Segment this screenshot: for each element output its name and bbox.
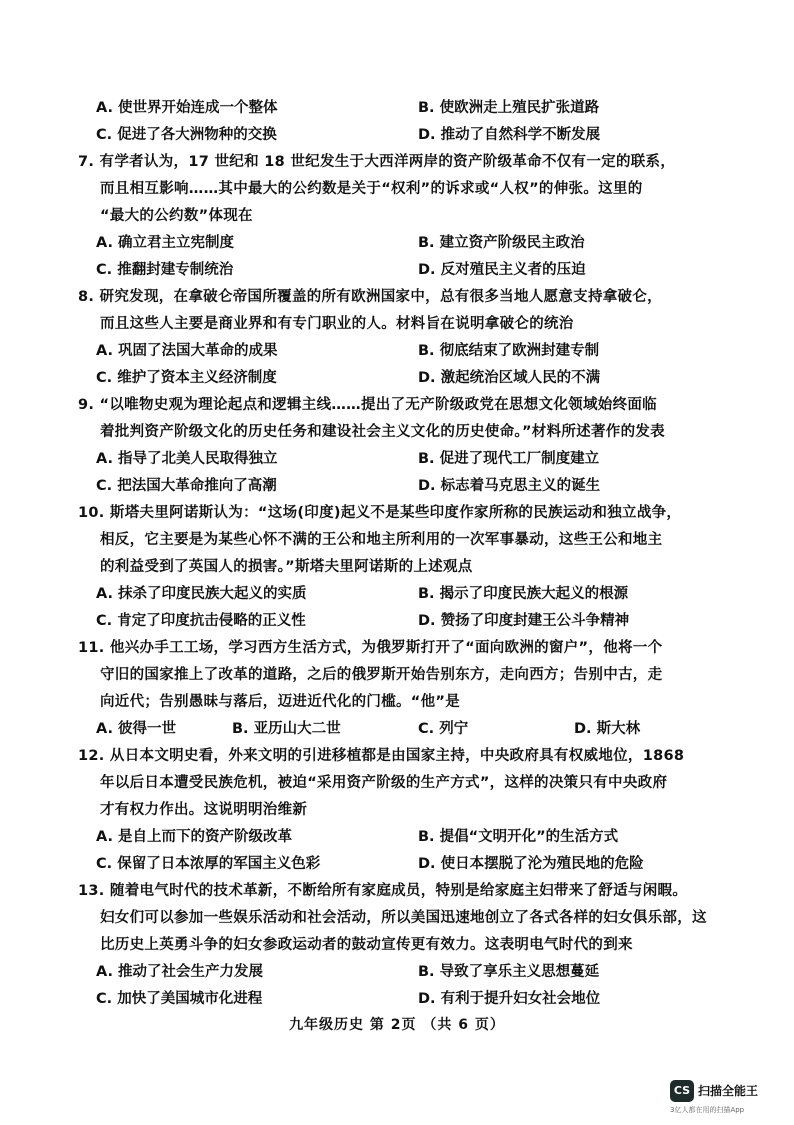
q11-options: [96, 716, 716, 743]
q12-line-1: 12. 从日本文明史看，外来文明的引进移植都是由国家主持，中央政府具有权威地位，1868: [78, 748, 685, 764]
q7-option-c[interactable]: C. 推翻封建专制统治: [96, 262, 234, 278]
q9-option-d[interactable]: D. 标志着马克思主义的诞生: [418, 478, 601, 494]
q7-line-2: 而且相互影响……其中最大的公约数是关于“权利”的诉求或“人权”的伸张。这里的: [100, 181, 643, 197]
q11-line-2: 守旧的国家推上了改革的道路，之后的俄罗斯开始告别东方，走向西方；告别中古，走: [100, 667, 663, 683]
q9-line-1: 9. “以唯物史观为理论起点和逻辑主线……提出了无产阶级政党在思想文化领域始终面临: [78, 397, 657, 413]
q13-line-3: 比历史上英勇斗争的妇女参政运动者的鼓动宣传更有效力。这表明电气时代的到来: [100, 937, 633, 953]
q12-option-b[interactable]: B. 提倡“文明开化”的生活方式: [418, 829, 619, 845]
q9-stem: [78, 392, 718, 446]
q11-option-c[interactable]: C. 列宁: [418, 721, 469, 737]
q10-option-d[interactable]: D. 赞扬了印度封建王公斗争精神: [418, 613, 630, 629]
q6-option-a[interactable]: A. 使世界开始连成一个整体: [96, 100, 278, 116]
q6-option-b[interactable]: B. 使欧洲走上殖民扩张道路: [418, 100, 600, 116]
q10-line-2: 相反，它主要是为某些心怀不满的王公和地主所利用的一次军事暴动，这些王公和地主: [100, 532, 663, 548]
q10-options: [96, 581, 716, 635]
q11-option-b[interactable]: B. 亚历山大二世: [232, 721, 341, 737]
q8-stem: [78, 284, 718, 338]
q11-stem: [78, 635, 718, 716]
q8-option-a[interactable]: A. 巩固了法国大革命的成果: [96, 343, 278, 359]
q12-options: [96, 824, 716, 878]
q8-option-b[interactable]: B. 彻底结束了欧洲封建专制: [418, 343, 600, 359]
q8-line-1: 8. 研究发现，在拿破仑帝国所覆盖的所有欧洲国家中，总有很多当地人愿意支持拿破仑，: [78, 289, 662, 305]
q13-option-c[interactable]: C. 加快了美国城市化进程: [96, 991, 263, 1007]
q7-option-a[interactable]: A. 确立君主立宪制度: [96, 235, 235, 251]
q10-line-3: 的利益受到了英国人的损害。”斯塔夫里阿诺斯的上述观点: [100, 559, 473, 575]
q12-stem: [78, 743, 718, 824]
q7-option-d[interactable]: D. 反对殖民主义者的压迫: [418, 262, 586, 278]
q12-line-2: 年以后日本遭受民族危机，被迫“采用资产阶级的生产方式”，这样的决策只有中央政府: [100, 775, 668, 791]
q7-line-1: 7. 有学者认为，17 世纪和 18 世纪发生于大西洋两岸的资产阶级革命不仅有一定的联系，: [78, 154, 676, 170]
q12-line-3: 才有权力作出。这说明明治维新: [100, 802, 308, 818]
q11-line-1: 11. 他兴办手工工场，学习西方生活方式，为俄罗斯打开了“面向欧洲的窗户”，他将一个: [78, 640, 663, 656]
scanner-app-name: 扫描全能王: [698, 1084, 759, 1098]
q13-line-1: 13. 随着电气时代的技术革新，不断给所有家庭成员，特别是给家庭主妇带来了舒适与闲暇。: [78, 883, 688, 899]
camscanner-logo-icon: CS: [670, 1080, 694, 1102]
q13-options: [96, 959, 716, 1013]
q10-line-1: 10. 斯塔夫里阿诺斯认为：“这场(印度)起义不是某些印度作家所称的民族运动和独立战争，: [78, 505, 682, 521]
q11-option-a[interactable]: A. 彼得一世: [96, 721, 177, 737]
q7-options: [96, 230, 716, 284]
q8-option-d[interactable]: D. 激起统治区域人民的不满: [418, 370, 601, 386]
q13-stem: [78, 878, 718, 959]
q11-line-3: 向近代；告别愚昧与落后，迈进近代化的门槛。“他”是: [100, 694, 461, 710]
q9-option-c[interactable]: C. 把法国大革命推向了高潮: [96, 478, 277, 494]
q8-option-c[interactable]: C. 维护了资本主义经济制度: [96, 370, 277, 386]
q13-option-a[interactable]: A. 推动了社会生产力发展: [96, 964, 264, 980]
q12-option-a[interactable]: A. 是自上而下的资产阶级改革: [96, 829, 293, 845]
q10-option-b[interactable]: B. 揭示了印度民族大起义的根源: [418, 586, 629, 602]
page-footer: 九年级历史 第 2页 （共 6 页）: [289, 1017, 505, 1033]
q13-option-b[interactable]: B. 导致了享乐主义思想蔓延: [418, 964, 600, 980]
q13-option-d[interactable]: D. 有利于提升妇女社会地位: [418, 991, 601, 1007]
q9-options: [96, 446, 716, 500]
q10-option-a[interactable]: A. 抹杀了印度民族大起义的实质: [96, 586, 307, 602]
q10-option-c[interactable]: C. 肯定了印度抗击侵略的正义性: [96, 613, 306, 629]
q12-option-d[interactable]: D. 使日本摆脱了沦为殖民地的危险: [418, 856, 644, 872]
q12-option-c[interactable]: C. 保留了日本浓厚的军国主义色彩: [96, 856, 321, 872]
q9-option-a[interactable]: A. 指导了北美人民取得独立: [96, 451, 278, 467]
q7-line-3: “最大的公约数”体现在: [100, 208, 253, 224]
q6-options: [96, 95, 716, 149]
q8-line-2: 而且这些人主要是商业界和有专门职业的人。材料旨在说明拿破仑的统治: [100, 316, 574, 332]
q13-line-2: 妇女们可以参加一些娱乐活动和社会活动，所以美国迅速地创立了各式各样的妇女俱乐部，这: [100, 910, 707, 926]
scanner-tagline: 3亿人都在用的扫描App: [670, 1106, 745, 1114]
q6-option-c[interactable]: C. 促进了各大洲物种的交换: [96, 127, 277, 143]
q7-option-b[interactable]: B. 建立资产阶级民主政治: [418, 235, 585, 251]
scanner-watermark: [670, 1080, 780, 1116]
q10-stem: [78, 500, 718, 581]
q6-option-d[interactable]: D. 推动了自然科学不断发展: [418, 127, 601, 143]
q11-option-d[interactable]: D. 斯大林: [574, 721, 641, 737]
q8-options: [96, 338, 716, 392]
q7-stem: [78, 149, 718, 230]
q9-line-2: 着批判资产阶级文化的历史任务和建设社会主义文化的历史使命。”材料所述著作的发表: [100, 424, 665, 440]
q9-option-b[interactable]: B. 促进了现代工厂制度建立: [418, 451, 600, 467]
